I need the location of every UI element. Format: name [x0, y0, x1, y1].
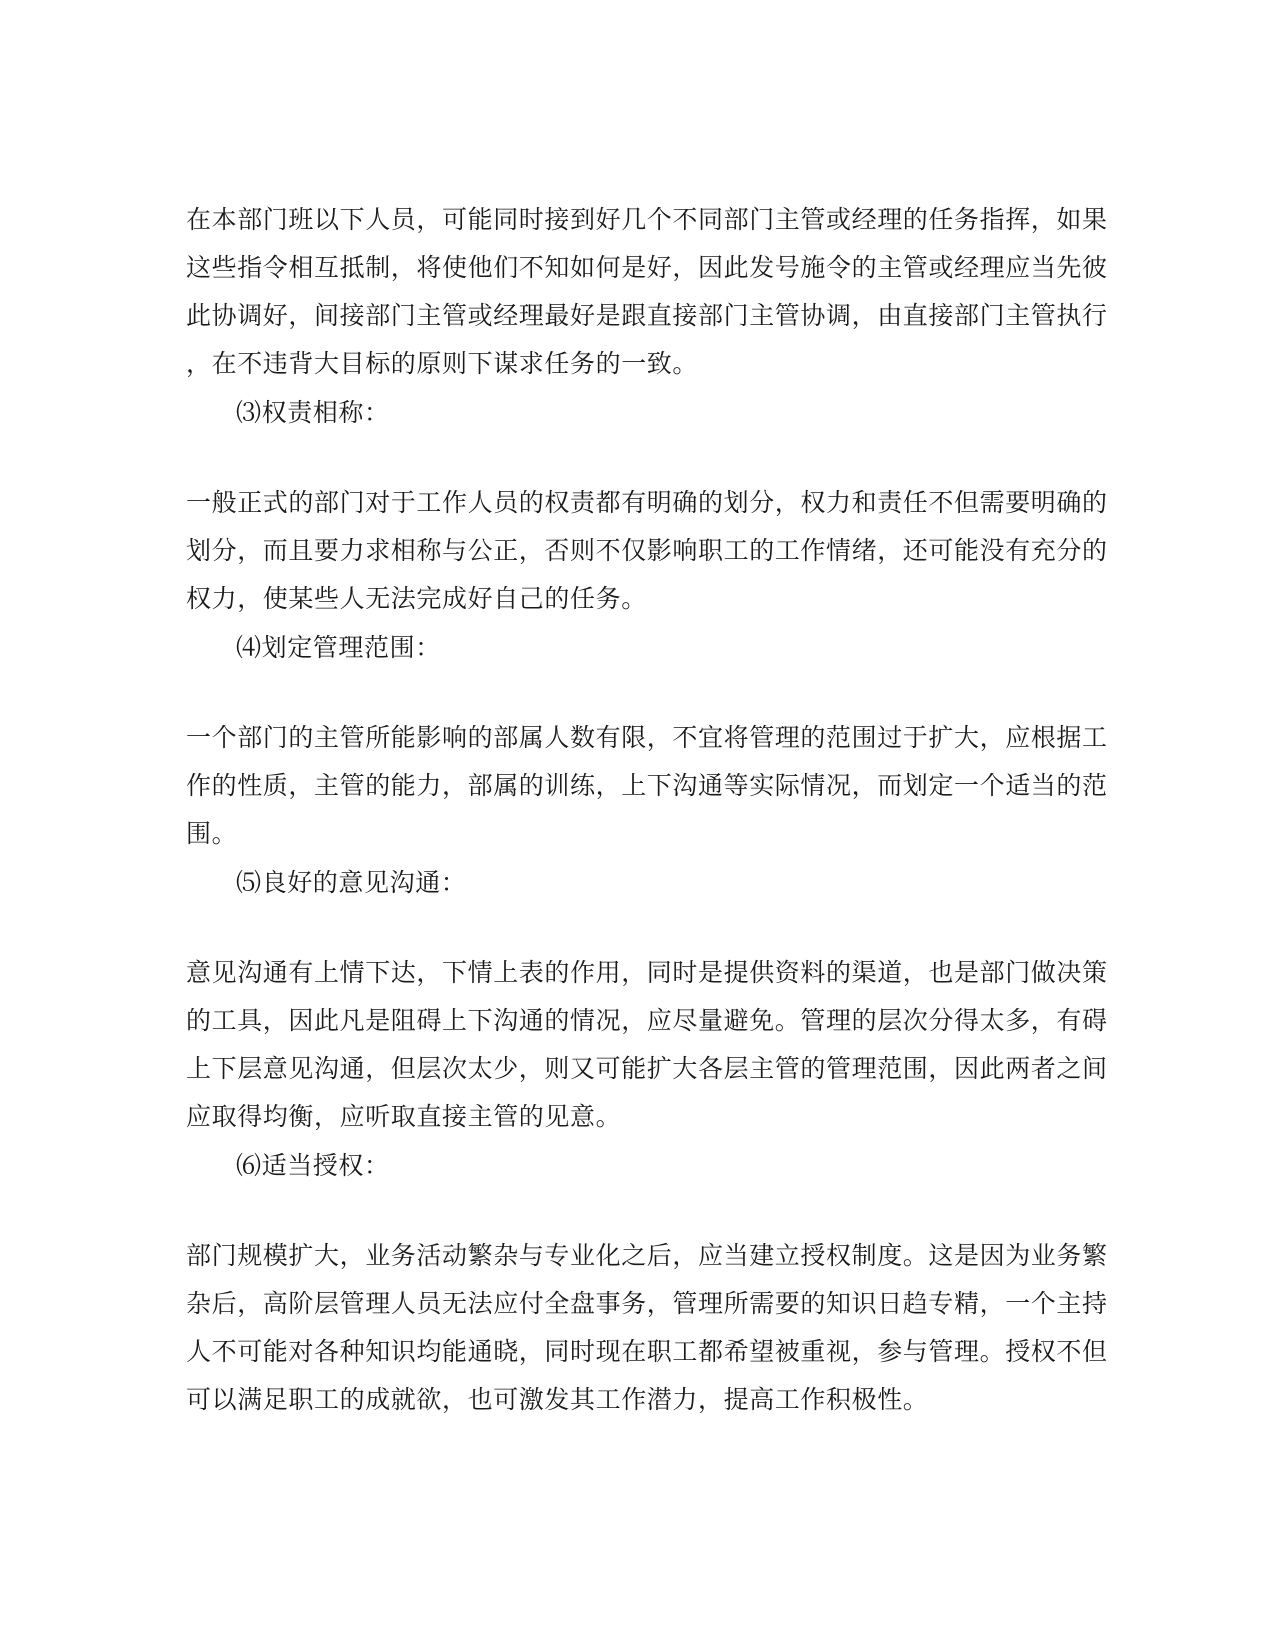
paragraph-line: 此协调好，间接部门主管或经理最好是跟直接部门主管协调，由直接部门主管执行 — [186, 301, 1108, 330]
section-heading: ⑹适当授权： — [236, 1151, 390, 1180]
paragraph-line: 可以满足职工的成就欲，也可激发其工作潜力，提高工作积极性。 — [186, 1385, 929, 1414]
paragraph-line: 杂后，高阶层管理人员无法应付全盘事务，管理所需要的知识日趋专精，一个主持 — [186, 1289, 1108, 1318]
paragraph-line: 作的性质，主管的能力，部属的训练，上下沟通等实际情况，而划定一个适当的范 — [186, 771, 1108, 800]
paragraph-line: 权力，使某些人无法完成好自己的任务。 — [186, 584, 647, 613]
paragraph-line: 部门规模扩大，业务活动繁杂与专业化之后，应当建立授权制度。这是因为业务繁 — [186, 1241, 1108, 1270]
section-heading: ⑷划定管理范围： — [236, 633, 441, 662]
paragraph-line: 在本部门班以下人员，可能同时接到好几个不同部门主管或经理的任务指挥，如果 — [186, 205, 1108, 234]
paragraph-line: 上下层意见沟通，但层次太少，则又可能扩大各层主管的管理范围，因此两者之间 — [186, 1054, 1108, 1083]
paragraph-line: 围。 — [186, 819, 238, 848]
paragraph-line: 一般正式的部门对于工作人员的权责都有明确的划分，权力和责任不但需要明确的 — [186, 488, 1108, 517]
section-heading: ⑶权责相称： — [236, 398, 390, 427]
paragraph-line: 的工具，因此凡是阻碍上下沟通的情况，应尽量避免。管理的层次分得太多，有碍 — [186, 1006, 1108, 1035]
paragraph-line: 一个部门的主管所能影响的部属人数有限，不宜将管理的范围过于扩大，应根据工 — [186, 723, 1108, 752]
paragraph-line: 人不可能对各种知识均能通晓，同时现在职工都希望被重视，参与管理。授权不但 — [186, 1337, 1108, 1366]
paragraph-line: 意见沟通有上情下达，下情上表的作用，同时是提供资料的渠道，也是部门做决策 — [186, 958, 1108, 987]
paragraph-line: ，在不违背大目标的原则下谋求任务的一致。 — [186, 349, 699, 378]
paragraph-line: 应取得均衡，应听取直接主管的见意。 — [186, 1102, 622, 1131]
paragraph-line: 这些指令相互抵制，将使他们不知如何是好，因此发号施令的主管或经理应当先彼 — [186, 253, 1108, 282]
section-heading: ⑸良好的意见沟通： — [236, 868, 467, 897]
paragraph-line: 划分，而且要力求相称与公正，否则不仅影响职工的工作情绪，还可能没有充分的 — [186, 536, 1108, 565]
